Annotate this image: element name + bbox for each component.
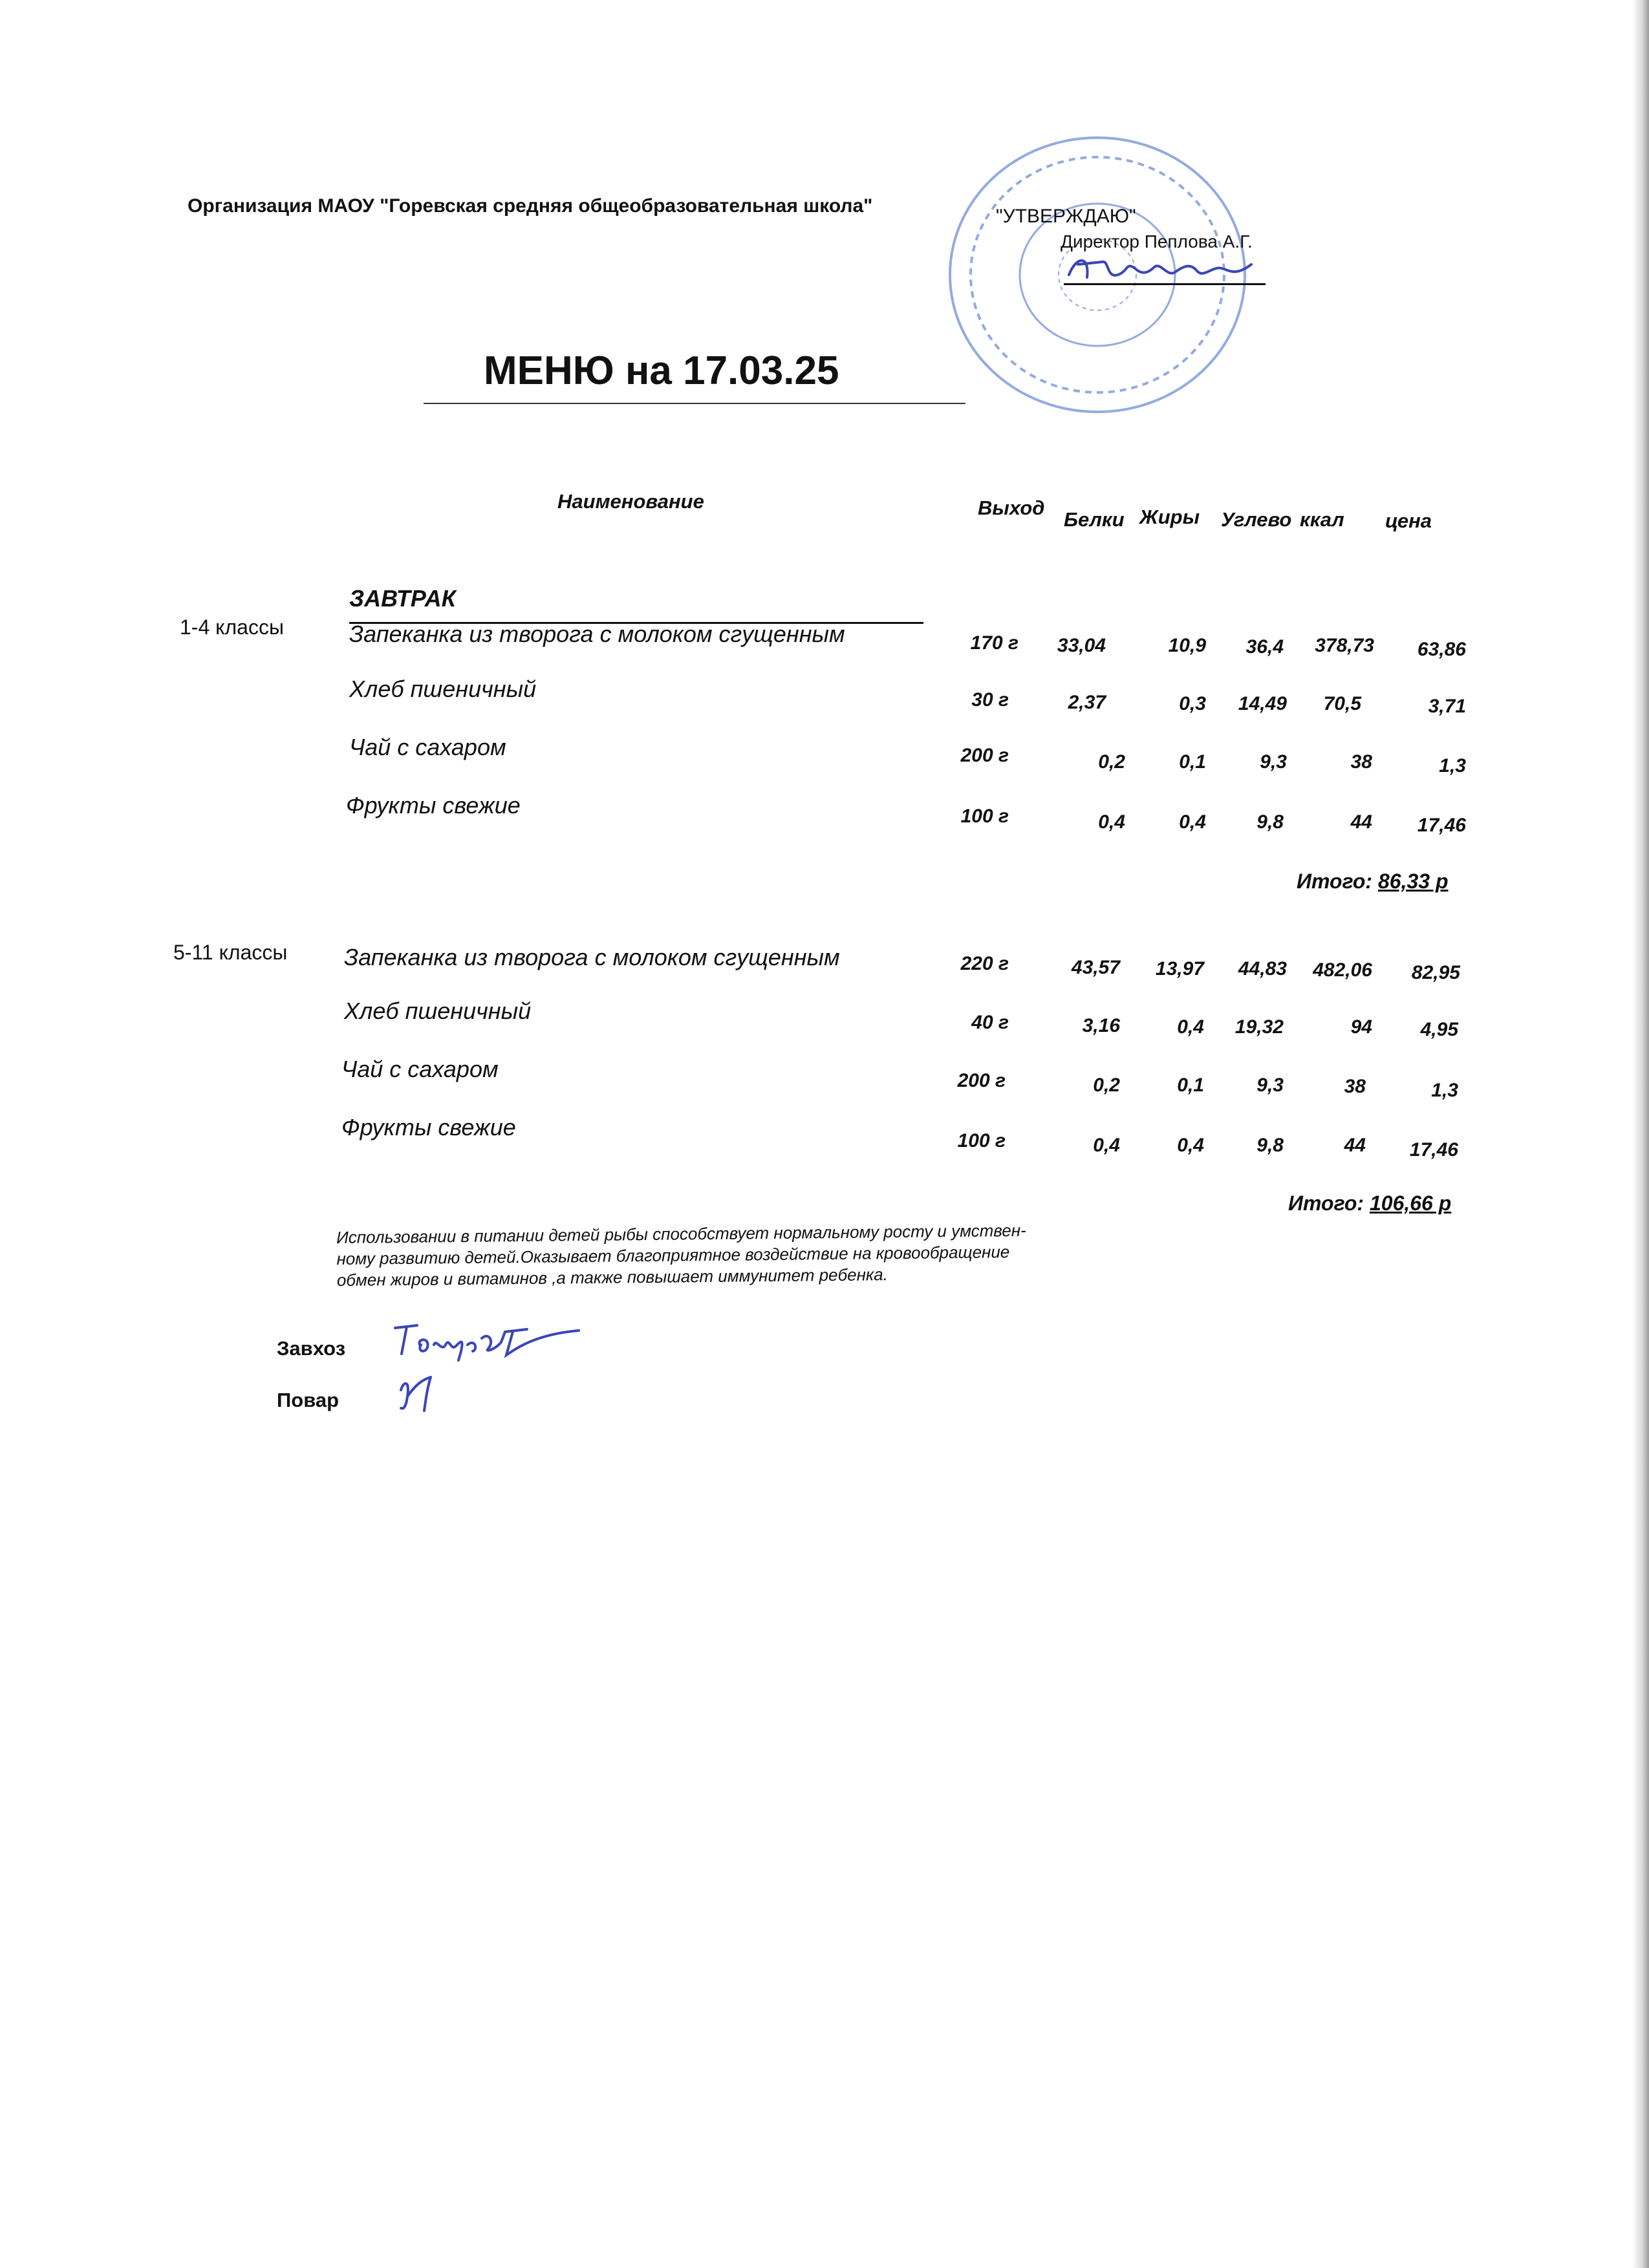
dish-carbs: 44,83 (1238, 958, 1287, 979)
cook-label: Повар (277, 1389, 339, 1411)
dish-protein: 2,37 (1068, 692, 1106, 713)
dish-name: Хлеб пшеничный (349, 676, 537, 702)
dish-kcal: 38 (1350, 751, 1372, 773)
dish-carbs: 14,49 (1238, 693, 1287, 714)
dish-kcal: 44 (1344, 1135, 1366, 1156)
dish-yield: 30 г (971, 689, 1009, 711)
dish-yield: 100 г (957, 1130, 1006, 1151)
dish-fat: 10,9 (1168, 635, 1206, 656)
approve-label: "УТВЕРЖДАЮ" (996, 206, 1136, 227)
column-header-yield: Выход (978, 497, 1045, 519)
dish-kcal: 94 (1350, 1016, 1372, 1038)
dish-name: Фрукты свежие (341, 1114, 516, 1140)
group-total-5-11 (1288, 1192, 1451, 1215)
dish-fat: 0,3 (1179, 693, 1206, 714)
dish-name: Чай с сахаром (341, 1056, 499, 1082)
dish-protein: 0,2 (1098, 751, 1125, 773)
dish-name: Запеканка из творога с молоком сгущенным (344, 944, 840, 970)
dish-price: 17,46 (1417, 815, 1466, 836)
group-total-1-4 (1297, 870, 1448, 893)
dish-price: 1,3 (1439, 755, 1466, 776)
dish-carbs: 9,3 (1256, 1075, 1284, 1096)
dish-fat: 0,4 (1177, 1016, 1204, 1038)
dish-protein: 0,4 (1098, 811, 1125, 833)
director-name: Директор Пеплова А.Г. (1061, 231, 1253, 251)
dish-carbs: 9,8 (1256, 811, 1284, 833)
title-underline (424, 403, 965, 404)
dish-protein: 0,4 (1093, 1135, 1120, 1156)
organization-line: Организация МАОУ "Горевская средняя общеобразовательная школа" (188, 195, 873, 217)
note-line: ному развитию детей.Оказывает благоприятное воздействие на кровообращение (336, 1242, 1010, 1268)
dish-kcal: 378,73 (1315, 635, 1374, 656)
total-value: 106,66 р (1369, 1192, 1452, 1215)
supply-manager-signature-icon (391, 1319, 585, 1364)
dish-kcal: 38 (1344, 1076, 1366, 1097)
dish-yield: 100 г (960, 806, 1009, 827)
column-header-fat: Жиры (1139, 506, 1200, 528)
dish-carbs: 19,32 (1234, 1016, 1284, 1038)
dish-carbs: 36,4 (1245, 636, 1284, 658)
cook-signature-icon (394, 1371, 453, 1416)
dish-yield: 200 г (957, 1070, 1006, 1091)
note-line: обмен жиров и витаминов ,а также повышает иммунитет ребенка. (336, 1265, 889, 1290)
column-header-carbs: Углево (1221, 508, 1292, 531)
column-header-name: Наименование (557, 490, 704, 513)
dish-fat: 0,4 (1177, 1135, 1204, 1156)
director-signature-line (1064, 283, 1266, 285)
dish-price: 3,71 (1428, 696, 1466, 717)
dish-yield: 200 г (960, 745, 1009, 766)
dish-fat: 0,1 (1179, 751, 1206, 773)
nutrition-note (336, 1219, 1113, 1291)
page-title: МЕНЮ на 17.03.25 (484, 348, 839, 393)
dish-name: Фрукты свежие (346, 792, 521, 818)
dish-name: Чай с сахаром (349, 734, 506, 760)
dish-protein: 0,2 (1093, 1075, 1120, 1096)
total-label: Итого: (1297, 870, 1373, 893)
note-line: Использовании в питании детей рыбы способствует нормальному росту и умствен- (336, 1220, 1026, 1247)
dish-price: 17,46 (1409, 1139, 1458, 1161)
total-value: 86,33 р (1377, 870, 1449, 893)
dish-carbs: 9,8 (1256, 1135, 1284, 1156)
dish-protein: 33,04 (1057, 635, 1106, 656)
column-header-kcal: ккал (1300, 508, 1344, 531)
section-title-breakfast: ЗАВТРАК (349, 585, 456, 612)
group-label-1-4: 1-4 классы (180, 615, 284, 639)
total-label: Итого: (1288, 1192, 1364, 1215)
dish-kcal: 70,5 (1323, 693, 1361, 714)
dish-price: 4,95 (1420, 1019, 1458, 1040)
supply-manager-label: Завхоз (277, 1337, 346, 1360)
dish-yield: 220 г (960, 953, 1009, 974)
dish-kcal: 482,06 (1313, 959, 1372, 981)
dish-protein: 3,16 (1082, 1015, 1120, 1036)
dish-yield: 170 г (970, 632, 1018, 654)
dish-fat: 0,1 (1177, 1075, 1204, 1096)
dish-name: Запеканка из творога с молоком сгущенным (349, 621, 845, 647)
dish-carbs: 9,3 (1260, 751, 1287, 773)
director-signature-icon (1064, 249, 1258, 288)
dish-name: Хлеб пшеничный (344, 998, 532, 1024)
dish-price: 63,86 (1417, 639, 1466, 660)
scan-edge-shadow (1632, 0, 1649, 2268)
dish-fat: 13,97 (1155, 958, 1204, 979)
column-header-price: цена (1385, 509, 1432, 532)
dish-kcal: 44 (1350, 811, 1372, 833)
dish-yield: 40 г (971, 1012, 1009, 1033)
group-label-5-11: 5-11 классы (173, 941, 288, 964)
column-header-protein: Белки (1064, 508, 1125, 531)
dish-protein: 43,57 (1071, 957, 1120, 978)
dish-price: 1,3 (1431, 1080, 1458, 1101)
dish-price: 82,95 (1411, 962, 1460, 983)
dish-fat: 0,4 (1179, 811, 1206, 833)
